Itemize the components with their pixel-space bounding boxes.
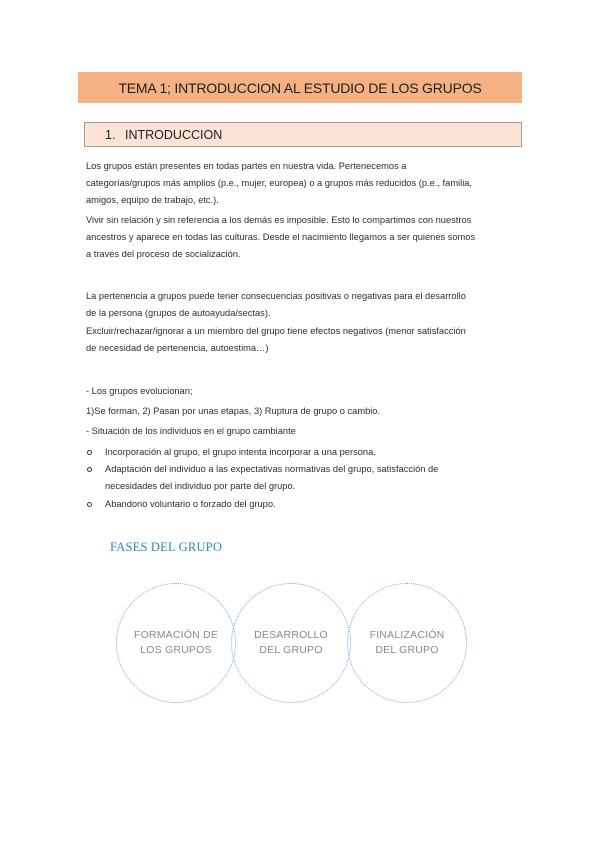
paragraph-grupos-presentes xyxy=(86,158,522,210)
phase-label: LOS GRUPOS xyxy=(140,644,212,656)
text-line: Los grupos están presentes en todas partes en nuestra vida. Pertenecemos a xyxy=(86,161,407,171)
phase-circle-desarrollo xyxy=(231,583,351,703)
phase-circle-finalizacion xyxy=(347,583,467,703)
line-grupos-evolucionan: - Los grupos evolucionan; xyxy=(86,386,193,396)
list-item-text: Abandono voluntario o forzado del grupo. xyxy=(105,498,276,509)
text-line: categorías/grupos más amplios (p.e., mujer, europea) o a grupos más reducidos (p.e., familia, xyxy=(86,178,473,189)
document-title-text: TEMA 1; INTRODUCCION AL ESTUDIO DE LOS GRUPOS xyxy=(118,79,482,96)
text-line: de la persona (grupos de autoayuda/sectas). xyxy=(86,308,271,319)
list-item xyxy=(86,496,522,513)
phase-label: DESARROLLO xyxy=(254,629,328,641)
text-line: de necesidad de pertenencia, autoestima…) xyxy=(86,343,269,354)
text-line: amigos, equipo de trabajo, etc.). xyxy=(86,195,219,206)
phase-label: FORMACIÓN DE xyxy=(133,629,219,641)
paragraph-pertenencia xyxy=(86,288,522,322)
section-title: INTRODUCCION xyxy=(125,127,223,142)
text-line: Vivir sin relación y sin referencia a los demás es imposible. Esto lo compartimos con nuestros xyxy=(86,215,472,225)
bullet-list xyxy=(86,444,522,513)
section-heading xyxy=(84,122,522,147)
text-line: a través del proceso de socialización. xyxy=(86,249,241,260)
text-line: La pertenencia a grupos puede tener consecuencias positivas o negativas para el desarrollo xyxy=(86,291,466,301)
list-item-text: necesidades del individuo por parte del grupo. xyxy=(105,481,296,492)
line-situacion: - Situación de los individuos en el grupo cambiante xyxy=(86,426,296,436)
text-line: Excluir/rechazar/ignorar a un miembro del grupo tiene efectos negativos (menor satisfacción xyxy=(86,326,466,336)
paragraph-vivir-sin-relacion xyxy=(86,212,522,264)
phase-circle-formacion xyxy=(116,583,236,703)
diagram-title: FASES DEL GRUPO xyxy=(110,540,223,554)
line-etapas: 1)Se forman, 2) Pasan por unas etapas, 3) Ruptura de grupo o cambio. xyxy=(86,406,381,416)
phase-label: FINALIZACIÓN xyxy=(369,629,445,641)
paragraph-excluir xyxy=(86,323,522,357)
bullet-circle-icon xyxy=(86,461,105,495)
bullet-circle-icon xyxy=(86,496,105,513)
list-item xyxy=(86,444,522,461)
bullet-circle-icon xyxy=(86,444,105,461)
list-item xyxy=(86,461,522,495)
phase-label: DEL GRUPO xyxy=(375,644,439,656)
text-line: ancestros y aparece en todas las culturas. Desde el nacimiento llegamos a ser quienes somos xyxy=(86,232,476,243)
phase-label: DEL GRUPO xyxy=(259,644,323,656)
list-item-text: Incorporación al grupo, el grupo intenta incorporar a una persona. xyxy=(105,447,376,457)
document-title xyxy=(78,72,522,103)
section-number: 1. xyxy=(105,127,116,142)
list-item-text: Adaptación del individuo a las expectativas normativas del grupo, satisfacción de xyxy=(105,464,439,475)
